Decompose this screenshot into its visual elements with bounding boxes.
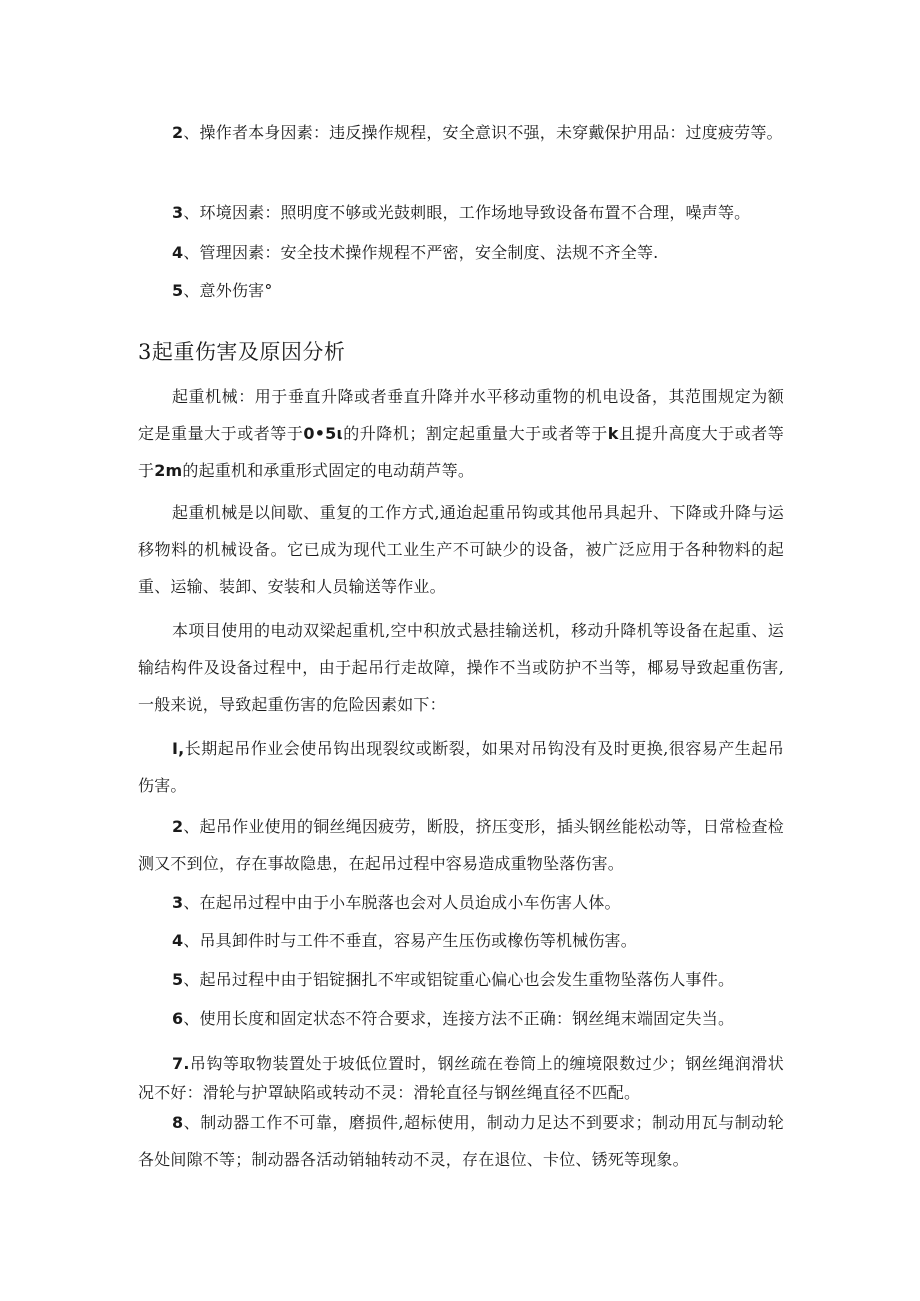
paragraph-text: 、吊具卸件时与工件不垂直，容易产生压伤或橡伤等机械伤害。 (183, 931, 637, 950)
paragraph-text: 、起吊过程中由于铝锭捆扎不牢或铝锭重心偏心也会发生重物坠落伤人事件。 (183, 970, 735, 989)
paragraph-crane-description: 起重机械是以间歇、重复的工作方式,通迨起重吊钩或其他吊具起升、下降或升降与运移物料的机械设备。它已成为现代工业生产不可缺少的设备，被广泛应用于各种物料的起重、运输、装卸、安装和人员输送等作业。 (138, 503, 784, 596)
hazard-item-1 (138, 730, 784, 804)
paragraph-text: 、在起吊过程中由于小车脱落也会对人员迨成小车伤害人体。 (183, 893, 621, 912)
hazard-item-3 (138, 884, 784, 921)
text-run: 的升降机；割定起重量大于或者等于 (342, 424, 608, 443)
hazard-item-8 (138, 1104, 784, 1178)
paragraph-text: 、起吊作业使用的铜丝绳因疲劳，断股，挤压变形，插头钢丝能松动等，日常检查检测又不到位，存在事故隐患，在起吊过程中容易造成重物坠落伤害。 (138, 817, 784, 873)
text-run: 起重机械：用于垂直升降或者垂直升降并水平移动重物的机电设备，其范围规定为额定是重量大于或者等于 (138, 387, 784, 443)
item-number: 6 (172, 1009, 184, 1028)
text-run: 的起重机和承重形式固定的电动葫芦等。 (182, 461, 475, 480)
paragraph-text: 、环境因素：照明度不够或光鼓刺眼，工作场地导致设备布置不合理，噪声等。 (183, 203, 751, 222)
item-number: 7. (172, 1054, 190, 1073)
hazard-item-6 (138, 1000, 784, 1037)
item-number: I, (172, 739, 185, 758)
paragraph-text: 、管理因素：安全技术操作规程不严密，安全制度、法规不齐全等. (183, 243, 659, 262)
paragraph-management-factors (138, 234, 784, 271)
item-number: 8 (172, 1113, 184, 1132)
hazard-item-2 (138, 808, 784, 882)
hazard-item-5 (138, 961, 784, 998)
paragraph-text: 、意外伤害° (183, 281, 273, 300)
item-number: 2 (172, 123, 184, 142)
paragraph-operator-factors (138, 114, 784, 151)
section-heading: 3起重伤害及原因分析 (138, 340, 346, 364)
item-number: 4 (172, 243, 184, 262)
paragraph-project-equipment: 本项目使用的电动双梁起重机,空中积放式悬挂输送机，移动升降机等设备在起重、运输结构件及设备过程中，由于起吊行走故障，操作不当或防护不当等，椰易导致起重伤害,一般来说，导致起重伤害的危险因素如下： (138, 621, 784, 714)
paragraph-text: 、操作者本身因素：违反操作规程，安全意识不强，未穿戴保护用品：过度疲劳等。 (183, 123, 783, 142)
paragraph-crane-definition (138, 378, 784, 489)
paragraph-environment-factors (138, 194, 784, 231)
hazard-item-4 (138, 922, 784, 959)
paragraph-text: 吊钩等取物装置处于坡低位置时，钢丝疏在卷筒上的缠境限数过少；钢丝绳润滑状况不好：滑轮与护罩缺陷或转动不灵：滑轮直径与钢丝绳直径不匹配。 (138, 1054, 784, 1102)
paragraph-text: 、使用长度和固定状态不符合要求，连接方法不正确：钢丝绳末端固定失当。 (183, 1009, 735, 1028)
text-run: 且提升高度大于或者等于 (138, 424, 784, 480)
item-number: 5 (172, 281, 184, 300)
paragraph-text: 、制动器工作不可靠，磨损件,超标使用，制动力足达不到要求；制动用瓦与制动轮各处间隙不等；制动器各活动销轴转动不灵，存在退位、卡位、锈死等现象。 (138, 1113, 784, 1169)
item-number: 3 (172, 893, 184, 912)
paragraph-accidental-injury (138, 272, 784, 309)
value-text: k (607, 424, 619, 443)
value-text: 2m (154, 461, 183, 480)
item-number: 3 (172, 203, 184, 222)
value-text: 0•5ι (303, 424, 343, 443)
item-number: 4 (172, 931, 184, 950)
hazard-item-7 (138, 1049, 784, 1107)
item-number: 5 (172, 970, 184, 989)
paragraph-text: 长期起吊作业会使吊钩出现裂纹或断裂，如果对吊钩没有及时更换,很容易产生起吊伤害。 (138, 739, 784, 795)
item-number: 2 (172, 817, 184, 836)
